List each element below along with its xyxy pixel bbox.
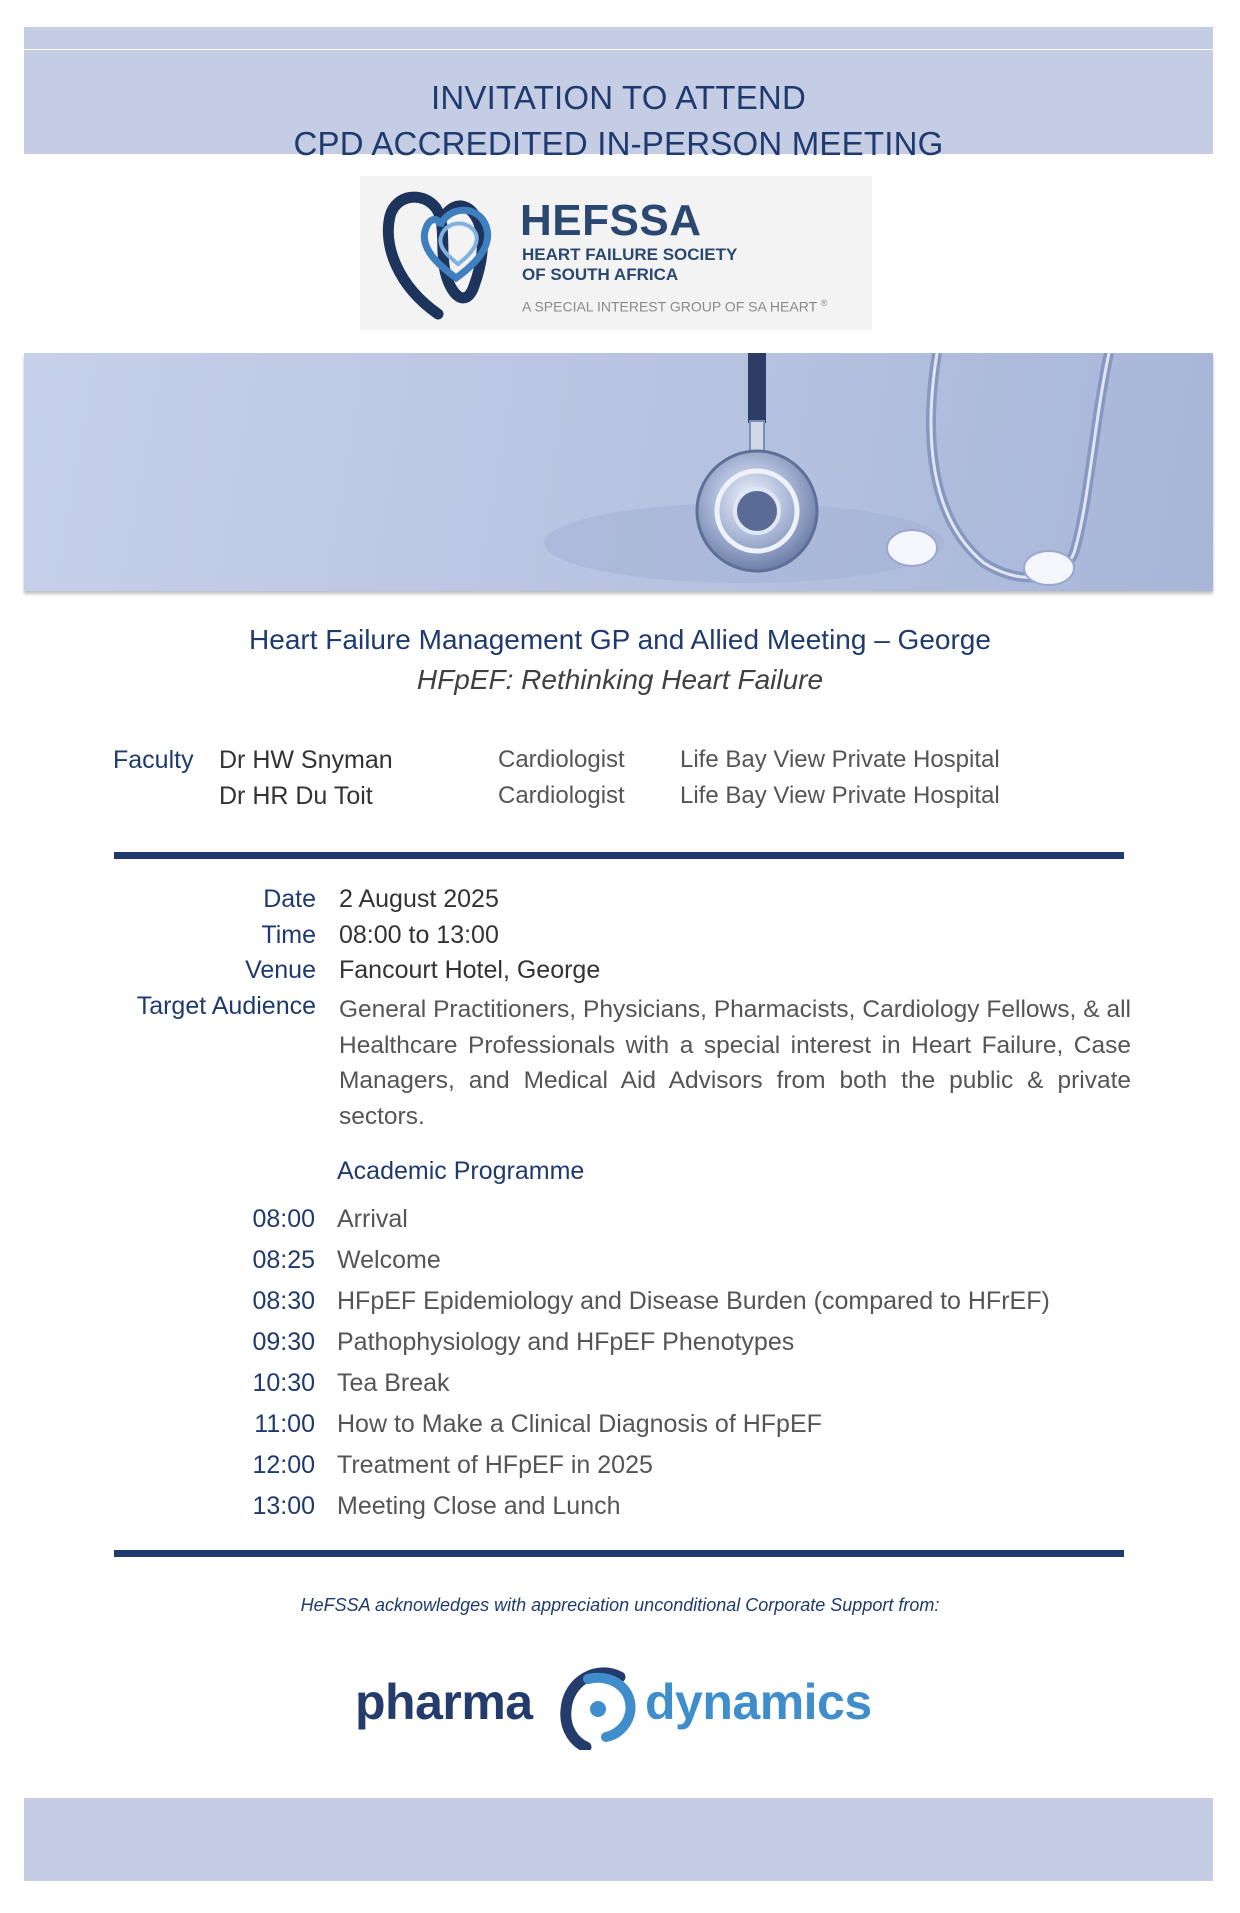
header-line-2: CPD ACCREDITED IN-PERSON MEETING	[293, 125, 944, 162]
programme-item	[0, 1451, 1240, 1491]
programme-time: 09:30	[252, 1328, 315, 1356]
programme-activity: Arrival	[337, 1205, 408, 1233]
divider-bottom	[114, 1550, 1124, 1557]
header-rule	[24, 49, 1213, 50]
programme-time: 08:30	[252, 1287, 315, 1315]
programme-heading: Academic Programme	[337, 1157, 585, 1185]
date-value: 2 August 2025	[339, 885, 499, 913]
meeting-subtitle: HFpEF: Rethinking Heart Failure	[416, 664, 824, 695]
hefssa-logo	[360, 176, 872, 330]
sponsor-logo	[355, 1665, 895, 1755]
divider-top	[114, 852, 1124, 859]
logo-tagline	[522, 298, 827, 315]
time-value: 08:00 to 13:00	[339, 921, 499, 949]
programme-activity: Welcome	[337, 1246, 441, 1274]
programme-item	[0, 1328, 1240, 1368]
logo-name: HEFSSA	[520, 196, 702, 245]
meeting-title: Heart Failure Management GP and Allied Meeting – George	[249, 624, 991, 655]
faculty-role: Cardiologist	[498, 746, 625, 773]
registered-mark: ®	[820, 298, 828, 308]
programme-time: 11:00	[254, 1410, 315, 1438]
heart-ribbon-icon	[378, 186, 508, 320]
programme-item	[0, 1492, 1240, 1532]
programme-item	[0, 1287, 1240, 1327]
logo-subtitle-1: HEART FAILURE SOCIETY	[522, 245, 738, 264]
sponsor-logo-right: dynamics	[645, 1674, 872, 1730]
sponsor-logo-left: pharma	[355, 1674, 533, 1730]
programme-item	[0, 1205, 1240, 1245]
header-line-1: INVITATION TO ATTEND	[431, 79, 806, 116]
header-band	[24, 27, 1213, 162]
venue-label: Venue	[245, 956, 316, 984]
logo-tagline-text: A SPECIAL INTEREST GROUP OF SA HEART	[522, 298, 817, 315]
faculty-row	[0, 746, 1240, 780]
faculty-label: Faculty	[113, 746, 194, 774]
date-label: Date	[263, 885, 316, 913]
faculty-role: Cardiologist	[498, 782, 625, 809]
time-label: Time	[261, 921, 316, 949]
programme-item	[0, 1369, 1240, 1409]
programme-item	[0, 1246, 1240, 1286]
logo-subtitle-2: OF SOUTH AFRICA	[522, 265, 679, 284]
programme-activity: Tea Break	[337, 1369, 450, 1397]
audience-label: Target Audience	[136, 992, 316, 1020]
programme-activity: How to Make a Clinical Diagnosis of HFpEF	[337, 1410, 822, 1438]
faculty-hospital: Life Bay View Private Hospital	[680, 782, 1000, 809]
programme-activity: Pathophysiology and HFpEF Phenotypes	[337, 1328, 795, 1356]
footer-band	[24, 1798, 1213, 1881]
programme-activity: Treatment of HFpEF in 2025	[337, 1451, 653, 1479]
stethoscope-banner	[24, 353, 1213, 591]
faculty-hospital: Life Bay View Private Hospital	[680, 746, 1000, 773]
programme-time: 08:25	[252, 1246, 315, 1274]
programme-activity: HFpEF Epidemiology and Disease Burden (compared to HFrEF)	[337, 1287, 1050, 1315]
stethoscope-image	[24, 353, 1213, 591]
programme-time: 13:00	[252, 1492, 315, 1520]
swirl-dot-icon	[558, 1665, 638, 1750]
faculty-name: Dr HR Du Toit	[219, 782, 373, 810]
audience-text: General Practitioners, Physicians, Pharmacists, Cardiology Fellows, & all Healthcare Professionals with a special interest in Heart Failure, Case Managers, and Medical Aid Advisors from both the public & private sectors.	[339, 996, 1131, 1130]
programme-activity: Meeting Close and Lunch	[337, 1492, 621, 1520]
sponsor-acknowledgement: HeFSSA acknowledges with appreciation unconditional Corporate Support from:	[300, 1595, 940, 1615]
programme-item	[0, 1410, 1240, 1450]
faculty-row	[0, 782, 1240, 816]
faculty-name: Dr HW Snyman	[219, 746, 393, 774]
venue-value: Fancourt Hotel, George	[339, 956, 601, 984]
programme-time: 10:30	[252, 1369, 315, 1397]
programme-time: 12:00	[252, 1451, 315, 1479]
programme-time: 08:00	[252, 1205, 315, 1233]
